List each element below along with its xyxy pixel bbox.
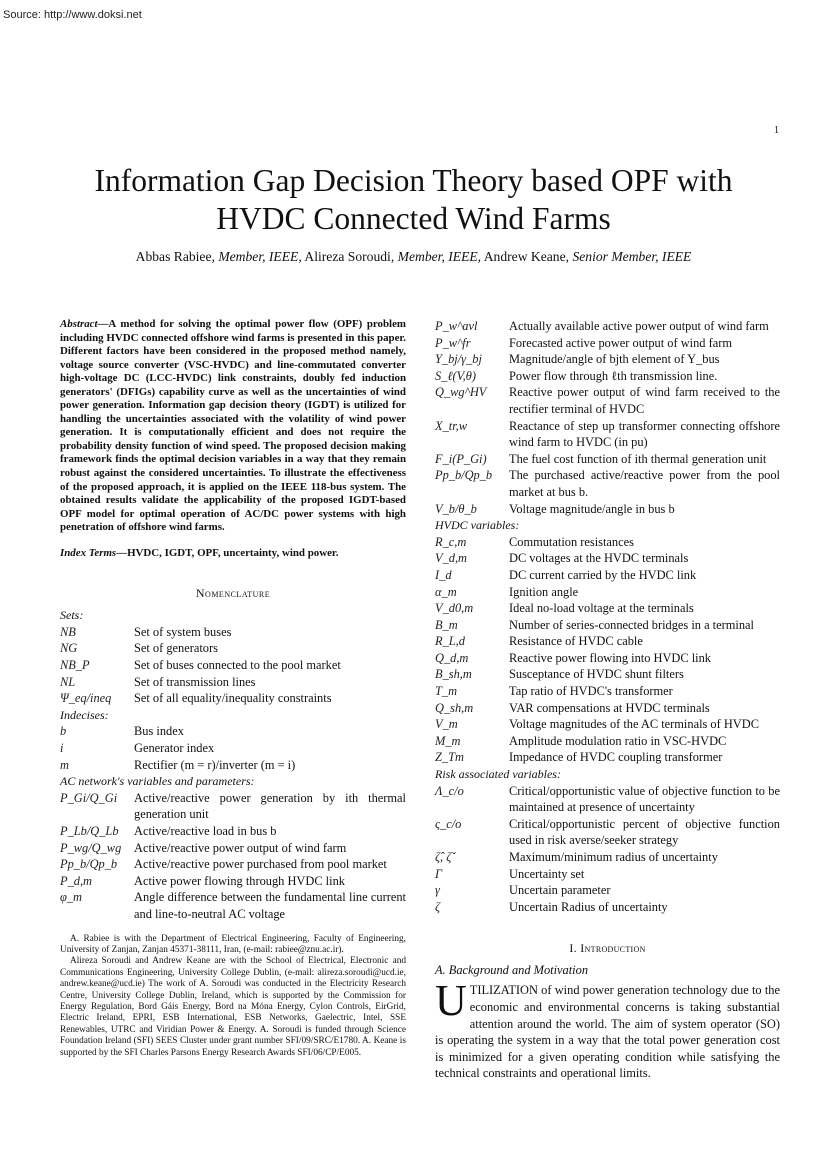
nomenclature-description: Critical/opportunistic value of objective function to be maintained at presence of uncertainty (509, 783, 780, 815)
paper-title (40, 162, 787, 238)
nomenclature-symbol: φ_m (60, 890, 82, 905)
nomenclature-list-left (60, 607, 406, 922)
nomenclature-entry (435, 467, 780, 500)
nomenclature-entry (60, 840, 406, 857)
nomenclature-description: Number of series-connected bridges in a terminal (509, 617, 754, 632)
nomenclature-symbol: i (60, 741, 64, 755)
nomenclature-symbol: V_b/θ_b (435, 501, 477, 516)
nomenclature-symbol: Λ_c/o (435, 783, 464, 798)
nomenclature-entry (435, 600, 780, 617)
nomenclature-description: Uncertain parameter (509, 883, 611, 898)
nomenclature-entry (435, 716, 780, 733)
nomenclature-symbol: P_Gi/Q_Gi (60, 790, 118, 805)
nomenclature-symbol: γ (435, 883, 440, 898)
nomenclature-entry (435, 633, 780, 650)
nomenclature-description: Active/reactive load in bus b (134, 823, 277, 838)
intro-paragraph (435, 976, 780, 1082)
nomenclature-description: Uncertainty set (509, 866, 585, 881)
nomenclature-symbol: b (60, 724, 67, 739)
nomenclature-entry (435, 783, 780, 816)
subsection-heading: A. Background and Motivation (435, 963, 589, 978)
nomenclature-symbol: P_d,m (60, 873, 93, 888)
index-terms-lead: Index Terms (60, 546, 117, 559)
nomenclature-symbol: S_ℓ(V,θ) (435, 368, 476, 383)
nomenclature-description: Angle difference between the fundamental line current and line-to-neutral AC voltage (134, 890, 406, 921)
nomenclature-entry (435, 550, 780, 567)
footnote-paragraph: A. Rabiee is with the Department of Electrical Engineering, Faculty of Engineering, University of Zanjan, Zanjan 45371-38111, Iran, (e-mail: rabiee@znu.ac.ir). (60, 933, 406, 955)
nomenclature-entry (60, 657, 406, 674)
index-terms-text: —HVDC, IGDT, OPF, uncertainty, wind power. (116, 546, 339, 559)
abstract-text: —A method for solving the optimal power flow (OPF) problem including HVDC connected offshore wind farms is presented in this paper. Different factors have been considered in the proposed method namely, voltage source converter (VSC-HVDC) and line-commutated converter high-voltage DC (LCC-HVDC) link constraints, doubly fed induction generators' (DFIGs) capability curve as well as the uncertainties of wind power generation. Information gap decision theory (IGDT) is utilized for handling the uncertainties associated with the volatility of wind power generation. It is computationally efficient and does not require the probability density function of wind speed. The proposed decision making framework finds the optimal decision variables in a way that they remain robust against the considered uncertainties. To illustrate the effectiveness of the proposed approach, it is applied on the IEEE 118-bus system. The obtained results validate the applicability of the proposed IGDT-based OPF model for optimal operation of AC/DC power systems with high penetration of offshore wind farms. (60, 318, 406, 534)
nomenclature-description: Power flow through ℓth transmission line. (509, 368, 718, 383)
author-role: Senior Member, IEEE (572, 249, 692, 264)
nomenclature-description: Active power flowing through HVDC link (134, 873, 345, 888)
nomenclature-entry (435, 501, 780, 518)
nomenclature-description: DC current carried by the HVDC link (509, 567, 697, 582)
nomenclature-entry (60, 873, 406, 890)
nomenclature-entry (435, 733, 780, 750)
nomenclature-entry (60, 690, 406, 707)
nomenclature-symbol: R_c,m (435, 534, 467, 549)
nomenclature-symbol: Y_bj/γ_bj (435, 352, 482, 367)
nomenclature-description: The fuel cost function of ith thermal generation unit (509, 451, 767, 466)
nomenclature-description: Reactive power flowing into HVDC link (509, 650, 712, 665)
author-name: Andrew Keane, (483, 249, 570, 264)
nomenclature-entry (435, 816, 780, 849)
nomenclature-description: Generator index (134, 741, 215, 755)
nomenclature-description: Amplitude modulation ratio in VSC-HVDC (509, 733, 727, 748)
nomenclature-entry (435, 866, 780, 883)
nomenclature-group-heading: HVDC variables: (435, 518, 520, 533)
nomenclature-entry (435, 351, 780, 368)
nomenclature-entry (435, 882, 780, 899)
nomenclature-description: Susceptance of HVDC shunt filters (509, 667, 684, 682)
nomenclature-symbol: Q_wg^HV (435, 385, 487, 400)
nomenclature-symbol: I_d (435, 567, 452, 582)
nomenclature-entry (435, 335, 780, 352)
nomenclature-description: Ignition angle (509, 584, 579, 599)
nomenclature-entry (435, 418, 780, 451)
nomenclature-entry (60, 889, 406, 922)
nomenclature-entry (435, 899, 780, 916)
nomenclature-description: The purchased active/reactive power from the pool market at bus b. (509, 468, 780, 499)
nomenclature-entry (60, 856, 406, 873)
nomenclature-group-heading: Sets: (60, 608, 84, 623)
source-url: Source: http://www.doksi.net (3, 9, 142, 21)
author-name: Alireza Soroudi, (304, 249, 395, 264)
abstract-lead: Abstract (60, 318, 98, 330)
nomenclature-entry (435, 368, 780, 385)
nomenclature-description: Set of generators (134, 641, 218, 656)
nomenclature-symbol: X_tr,w (435, 418, 468, 433)
nomenclature-entry (435, 567, 780, 584)
nomenclature-description: Voltage magnitudes of the AC terminals of HVDC (509, 717, 759, 732)
nomenclature-entry (60, 674, 406, 691)
nomenclature-symbol: P_Lb/Q_Lb (60, 823, 119, 838)
nomenclature-entry (435, 451, 780, 468)
author-name: Abbas Rabiee, (135, 249, 215, 264)
nomenclature-symbol: Z_Tm (435, 750, 464, 765)
nomenclature-description: Bus index (134, 724, 184, 739)
nomenclature-symbol: NL (60, 674, 76, 689)
nomenclature-symbol: M_m (435, 733, 461, 748)
title-line-1: Information Gap Decision Theory based OPF with (94, 163, 733, 198)
nomenclature-description: Maximum/minimum radius of uncertainty (509, 850, 718, 864)
right-column (435, 318, 780, 1082)
nomenclature-symbol: Ψ_eq/ineq (60, 691, 112, 706)
nomenclature-description: Voltage magnitude/angle in bus b (509, 501, 675, 516)
nomenclature-symbol: Q_sh,m (435, 700, 474, 715)
nomenclature-description: Commutation resistances (509, 534, 634, 549)
nomenclature-description: Actually available active power output of wind farm (509, 319, 769, 333)
nomenclature-description: VAR compensations at HVDC terminals (509, 700, 710, 715)
nomenclature-entry (435, 534, 780, 551)
section-heading: I. Introduction (569, 941, 646, 956)
nomenclature-symbol: ζ̂, ζ̌ (435, 850, 452, 864)
nomenclature-list-right (435, 318, 780, 915)
author-list (30, 249, 797, 265)
nomenclature-entry (435, 849, 780, 866)
left-column (60, 318, 406, 1059)
nomenclature-entry (435, 700, 780, 717)
nomenclature-entry (435, 318, 780, 335)
nomenclature-description: Critical/opportunistic percent of objective function used in risk averse/seeker strategy (509, 816, 780, 848)
nomenclature-symbol: P_w^fr (435, 335, 471, 350)
nomenclature-entry (435, 650, 780, 667)
nomenclature-entry (60, 823, 406, 840)
nomenclature-description: Reactive power output of wind farm received to the rectifier terminal of HVDC (509, 385, 780, 416)
footnote-paragraph: Alireza Soroudi and Andrew Keane are with the School of Electrical, Electronic and Communications Engineering, University College Dublin, (e-mail: alireza.soroudi@ucd.ie, andrew.keane@ucd.ie) The work of A. Soroudi was conducted in the Electricity Research Centre, University College Dublin, Ireland, which is supported by the Commission for Energy Regulation, Bord Gáis Energy, Bord na Móna Energy, Cylon Controls, EirGrid, Electric Ireland, EPRI, ESB International, ESB Networks, Gaelectric, Intel, SSE Renewables, UTRC and Viridian Power & Energy. A. Soroudi is funded through Science Foundation Ireland (SFI) SEES Cluster under grant number SFI/09/SRC/E1780. A. Keane is supported by the SFI Charles Parsons Energy Research Awards SFI/06/CP/E005. (60, 956, 406, 1058)
nomenclature-description: Impedance of HVDC coupling transformer (509, 750, 723, 765)
nomenclature-entry (435, 617, 780, 634)
nomenclature-description: Ideal no-load voltage at the terminals (509, 601, 694, 616)
nomenclature-entry (435, 666, 780, 683)
nomenclature-description: Active/reactive power output of wind farm (134, 840, 347, 855)
nomenclature-symbol: Γ (435, 866, 443, 881)
footnotes (60, 934, 406, 1059)
nomenclature-symbol: ς_c/o (435, 816, 462, 831)
title-line-2: HVDC Connected Wind Farms (216, 201, 611, 236)
nomenclature-description: Set of all equality/inequality constraints (134, 691, 332, 706)
nomenclature-group-heading: Indecises: (60, 707, 109, 722)
nomenclature-description: Active/reactive power purchased from pool market (134, 857, 387, 872)
nomenclature-entry (435, 749, 780, 766)
author-role: Member, IEEE, (218, 249, 302, 264)
nomenclature-description: Magnitude/angle of bjth element of Y_bus (509, 352, 720, 367)
nomenclature-entry (60, 790, 406, 823)
nomenclature-symbol: R_L,d (435, 634, 465, 649)
nomenclature-symbol: α_m (435, 584, 457, 599)
author-role: Member, IEEE, (397, 249, 482, 264)
nomenclature-entry (435, 384, 780, 417)
nomenclature-description: Reactance of step up transformer connecting offshore wind farm to HVDC (in pu) (509, 418, 780, 450)
nomenclature-description: Set of buses connected to the pool market (134, 658, 341, 673)
nomenclature-entry (60, 757, 406, 774)
nomenclature-symbol: T_m (435, 684, 458, 699)
nomenclature-symbol: V_d0,m (435, 601, 474, 616)
nomenclature-symbol: V_m (435, 717, 458, 732)
nomenclature-symbol: B_m (435, 617, 458, 632)
nomenclature-symbol: P_wg/Q_wg (60, 840, 122, 855)
nomenclature-entry (435, 584, 780, 601)
nomenclature-entry (60, 740, 406, 757)
nomenclature-description: Uncertain Radius of uncertainty (509, 899, 668, 914)
index-terms (60, 547, 406, 561)
nomenclature-symbol: Pp_b/Qp_b (60, 857, 118, 872)
nomenclature-entry (60, 624, 406, 641)
nomenclature-symbol: m (60, 757, 69, 772)
nomenclature-description: Tap ratio of HVDC's transformer (509, 684, 673, 699)
nomenclature-symbol: ζ (435, 899, 441, 914)
nomenclature-heading: Nomenclature (195, 586, 271, 601)
nomenclature-group-heading: AC network's variables and parameters: (60, 774, 255, 789)
nomenclature-symbol: NB (60, 624, 76, 639)
drop-cap: U (435, 976, 467, 1026)
nomenclature-symbol: V_d,m (435, 551, 468, 566)
nomenclature-symbol: Q_d,m (435, 650, 469, 665)
nomenclature-symbol: B_sh,m (435, 667, 472, 682)
nomenclature-description: Active/reactive power generation by ith thermal generation unit (134, 790, 406, 822)
nomenclature-symbol: Pp_b/Qp_b (435, 468, 493, 483)
abstract (60, 318, 406, 535)
nomenclature-group-heading: Risk associated variables: (435, 767, 561, 782)
nomenclature-entry (60, 723, 406, 740)
nomenclature-description: Forecasted active power output of wind farm (509, 335, 732, 350)
nomenclature-symbol: F_i(P_Gi) (435, 451, 487, 466)
page-number: 1 (774, 125, 779, 136)
intro-text: TILIZATION of wind power generation technology due to the economic and environmental concerns is taking substantial attention around the world. The aim of system operator (SO) is operating the system in a way that the total power generation cost is minimized for a given operating condition while satisfying the technical constraints and operational limits. (435, 983, 780, 1081)
nomenclature-symbol: NG (60, 641, 78, 656)
nomenclature-description: Set of transmission lines (134, 674, 256, 689)
nomenclature-symbol: NB_P (60, 658, 90, 673)
nomenclature-description: Set of system buses (134, 624, 232, 639)
nomenclature-description: Rectifier (m = r)/inverter (m = i) (134, 757, 296, 772)
nomenclature-description: DC voltages at the HVDC terminals (509, 551, 689, 566)
nomenclature-symbol: P_w^avl (435, 319, 478, 333)
nomenclature-entry (435, 683, 780, 700)
nomenclature-description: Resistance of HVDC cable (509, 634, 643, 649)
nomenclature-entry (60, 640, 406, 657)
